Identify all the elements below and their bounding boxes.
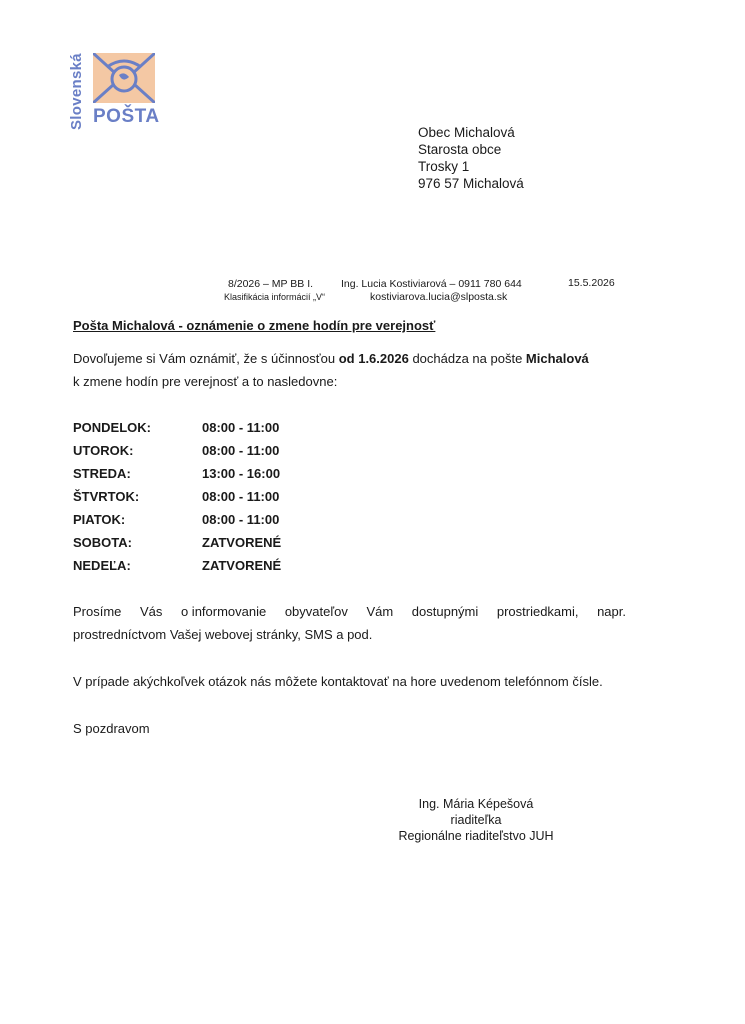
schedule-hours: 08:00 - 11:00: [202, 443, 280, 458]
request-word: Vám: [366, 604, 394, 619]
request-word: napr.: [597, 604, 626, 619]
contact-note: V prípade akýchkoľvek otázok nás môžete kontaktovať na hore uvedenom telefónnom čísle.: [73, 674, 603, 689]
reference-contact: Ing. Lucia Kostiviarová – 0911 780 644: [341, 278, 522, 290]
schedule-day: PIATOK:: [73, 512, 126, 527]
intro-text: Dovoľujeme si Vám oznámiť, že s účinnosťou: [73, 351, 339, 366]
recipient-address: [418, 124, 524, 192]
request-line-1: [73, 604, 626, 619]
posta-horn-icon: [93, 53, 155, 103]
reference-date: 15.5.2026: [568, 277, 615, 289]
request-word: o informovanie: [180, 604, 267, 619]
schedule-day: SOBOTA:: [73, 535, 132, 550]
schedule-day: ŠTVRTOK:: [73, 489, 140, 504]
recipient-line: Obec Michalová: [418, 125, 515, 140]
recipient-line: Starosta obce: [418, 142, 502, 157]
schedule-hours: 13:00 - 16:00: [202, 466, 281, 481]
reference-number: 8/2026 – MP BB I.: [228, 278, 314, 290]
post-office-name: Michalová: [525, 351, 589, 366]
request-word: Prosíme: [73, 604, 122, 619]
schedule-day: NEDEĽA:: [73, 558, 131, 573]
schedule-hours: ZATVORENÉ: [202, 535, 282, 550]
signature-department: Regionálne riaditeľstvo JUH: [398, 829, 554, 843]
signature-name: Ing. Mária Képešová: [418, 797, 534, 811]
logo-vertical-text: Slovenská: [68, 53, 85, 130]
logo-name: POŠTA: [93, 106, 160, 127]
request-word: obyvateľov: [284, 604, 348, 619]
recipient-line: Trosky 1: [418, 159, 470, 174]
schedule-day: PONDELOK:: [73, 420, 151, 435]
schedule-hours: ZATVORENÉ: [202, 558, 282, 573]
signature-title: riaditeľka: [450, 813, 502, 827]
intro-line-2: k zmene hodín pre verejnosť a to nasledovne:: [73, 374, 338, 389]
closing-greeting: S pozdravom: [73, 721, 150, 736]
request-word: Vás: [139, 604, 163, 619]
request-word: dostupnými: [411, 604, 479, 619]
letter-subject: Pošta Michalová - oznámenie o zmene hodín pre verejnosť: [73, 318, 436, 333]
intro-text: dochádza na pošte: [408, 351, 526, 366]
schedule-day: STREDA:: [73, 466, 131, 481]
effective-date: od 1.6.2026: [338, 351, 409, 366]
request-word: prostriedkami,: [496, 604, 579, 619]
reference-email: kostiviarova.lucia@slposta.sk: [370, 291, 508, 303]
schedule-day: UTOROK:: [73, 443, 134, 458]
reference-classification: Klasifikácia informácií „V“: [224, 292, 326, 302]
schedule-hours: 08:00 - 11:00: [202, 512, 280, 527]
intro-line-1: [73, 351, 589, 366]
schedule-hours: 08:00 - 11:00: [202, 489, 280, 504]
request-line-2: prostredníctvom Vašej webovej stránky, SMS a pod.: [73, 627, 373, 642]
schedule-hours: 08:00 - 11:00: [202, 420, 280, 435]
recipient-line: 976 57 Michalová: [418, 176, 524, 191]
